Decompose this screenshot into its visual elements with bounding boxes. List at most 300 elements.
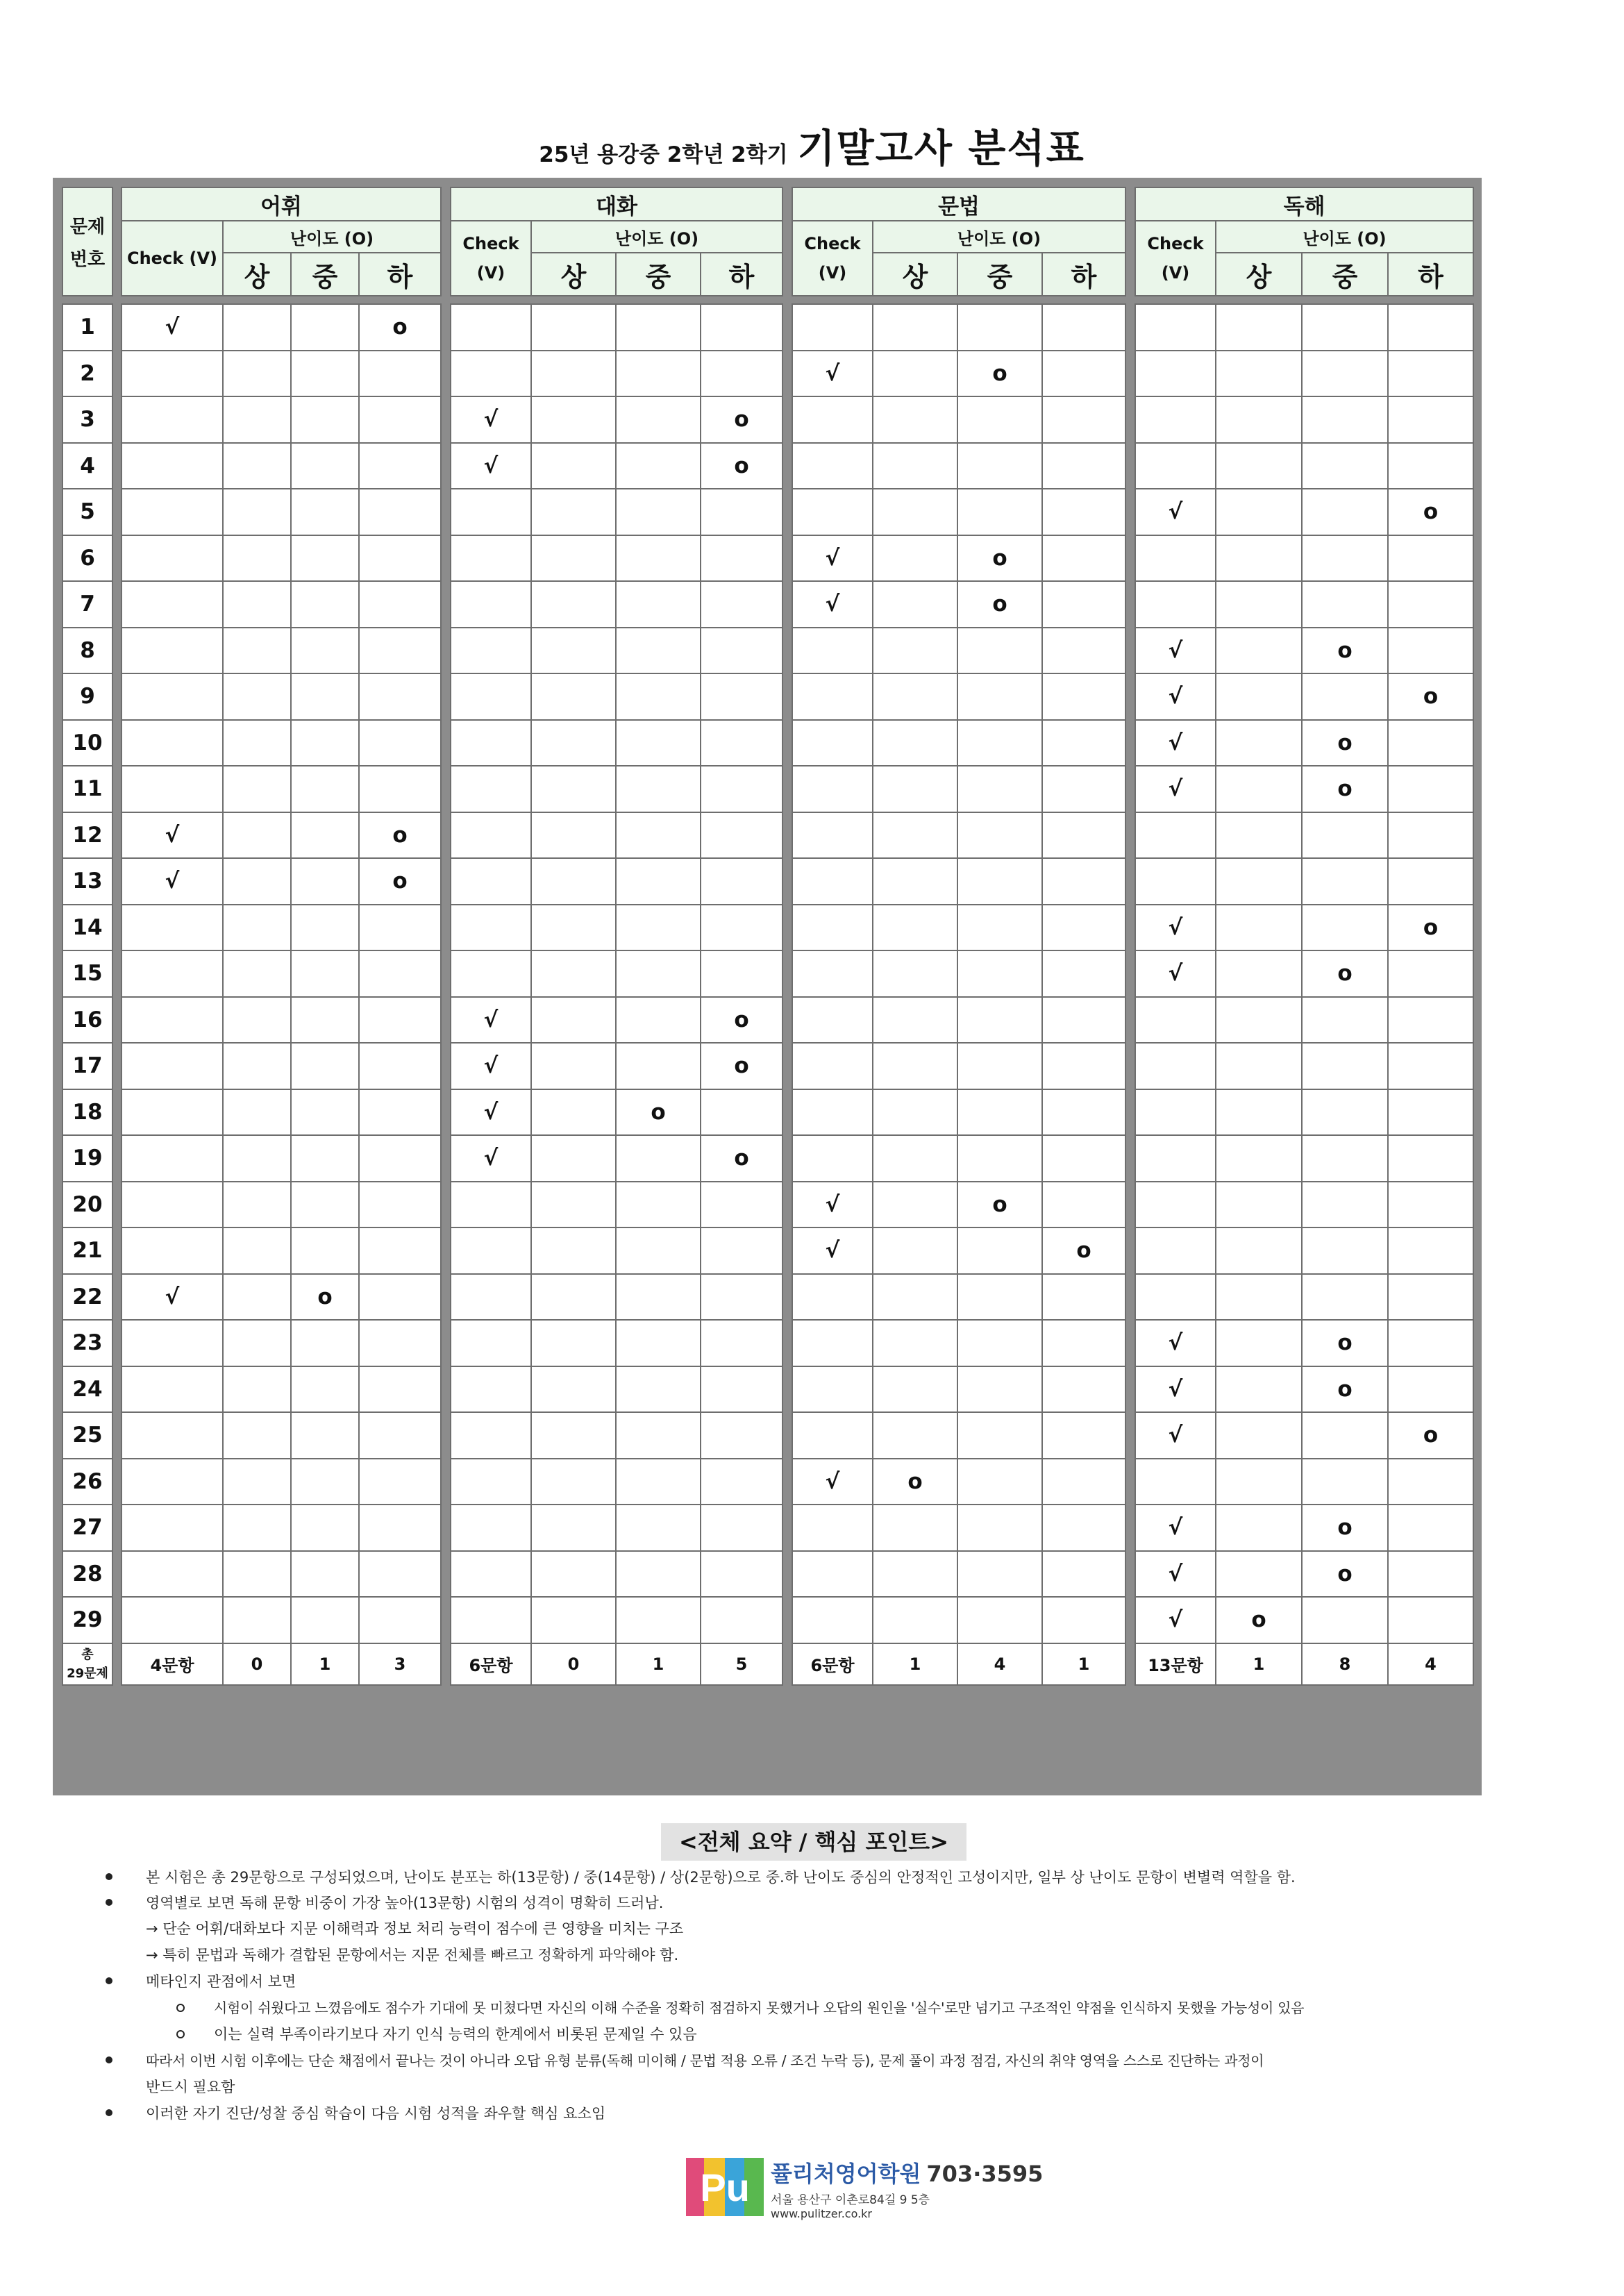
table-row (1135, 1505, 1473, 1551)
difficulty-mark: o (1337, 776, 1353, 802)
difficulty-cell (701, 997, 782, 1044)
difficulty-cell (531, 443, 616, 489)
difficulty-mark: o (734, 453, 749, 478)
check-cell (792, 1459, 873, 1505)
difficulty-cell (957, 1089, 1042, 1136)
table-header (121, 187, 442, 296)
table-row (62, 1320, 112, 1366)
table-row (1135, 720, 1473, 766)
difficulty-mark: o (1337, 1515, 1353, 1541)
table-row (122, 858, 441, 905)
difficulty-cell (1388, 720, 1473, 766)
difficulty-cell (616, 535, 701, 582)
table-row (1135, 1597, 1473, 1643)
difficulty-cell (531, 997, 616, 1044)
table-row (122, 1089, 441, 1136)
difficulty-cell (873, 1505, 957, 1551)
difficulty-cell (1302, 1459, 1388, 1505)
difficulty-cell (531, 1135, 616, 1182)
difficulty-cell (957, 1366, 1042, 1413)
check-cell (792, 1274, 873, 1321)
difficulty-cell (873, 535, 957, 582)
table-row (451, 766, 782, 812)
totals-label-line2: 29문제 (67, 1666, 108, 1681)
question-number: 29 (62, 1597, 112, 1643)
table-row (1135, 1089, 1473, 1136)
question-number: 25 (62, 1412, 112, 1459)
table-body (792, 303, 1126, 1686)
difficulty-cell (873, 628, 957, 674)
difficulty-cell (1302, 1135, 1388, 1182)
difficulty-cell (701, 351, 782, 397)
level-count: 3 (359, 1643, 441, 1685)
difficulty-cell (1302, 1412, 1388, 1459)
check-cell (792, 720, 873, 766)
question-number: 3 (62, 396, 112, 443)
difficulty-cell (291, 489, 359, 535)
difficulty-cell (957, 950, 1042, 997)
difficulty-cell (616, 905, 701, 951)
check-cell (1135, 720, 1216, 766)
difficulty-cell (1388, 905, 1473, 951)
level-count: 4 (957, 1643, 1042, 1685)
difficulty-cell (616, 581, 701, 628)
difficulty-cell (1302, 443, 1388, 489)
difficulty-cell (616, 1182, 701, 1228)
difficulty-cell (1216, 1320, 1302, 1366)
table-row (792, 628, 1125, 674)
table-row (1135, 673, 1473, 720)
check-label-line1: Check (804, 234, 861, 253)
table-row (122, 1366, 441, 1413)
difficulty-cell (359, 1459, 441, 1505)
academy-logo (686, 2158, 764, 2216)
difficulty-mark: o (1251, 1607, 1266, 1633)
difficulty-mark: o (392, 869, 408, 894)
difficulty-cell (1042, 304, 1125, 351)
totals-row (792, 1643, 1125, 1685)
difficulty-cell (1216, 858, 1302, 905)
difficulty-cell (616, 396, 701, 443)
check-cell (122, 812, 223, 859)
difficulty-cell (1216, 489, 1302, 535)
table-row (1135, 1412, 1473, 1459)
level-count: 8 (1302, 1643, 1388, 1685)
level-count: 1 (1216, 1643, 1302, 1685)
difficulty-cell (291, 812, 359, 859)
check-cell (122, 1459, 223, 1505)
difficulty-cell (957, 858, 1042, 905)
table-row (451, 1459, 782, 1505)
summary-line: → 단순 어휘/대화보다 지문 이해력과 정보 처리 능력이 점수에 큰 영향을 미치는 구조 (146, 1920, 684, 1937)
difficulty-cell (873, 950, 957, 997)
check-mark: √ (483, 1099, 499, 1125)
check-cell (1135, 1412, 1216, 1459)
difficulty-cell (701, 905, 782, 951)
table-row (451, 1597, 782, 1643)
difficulty-cell (359, 812, 441, 859)
table-row (792, 1274, 1125, 1321)
difficulty-cell (359, 1182, 441, 1228)
check-cell (122, 766, 223, 812)
difficulty-cell (359, 535, 441, 582)
difficulty-cell (223, 396, 291, 443)
difficulty-cell (223, 304, 291, 351)
table-row (451, 489, 782, 535)
check-cell (122, 1551, 223, 1598)
difficulty-cell (1388, 443, 1473, 489)
check-cell (1135, 950, 1216, 997)
difficulty-cell (1388, 489, 1473, 535)
academy-phone: 703·3595 (926, 2161, 1044, 2187)
difficulty-cell (223, 1227, 291, 1274)
difficulty-cell (957, 1551, 1042, 1598)
difficulty-cell (1042, 997, 1125, 1044)
difficulty-cell (359, 1227, 441, 1274)
table-header (450, 187, 783, 296)
table-row (62, 1135, 112, 1182)
difficulty-mark: o (1423, 684, 1439, 710)
check-cell (1135, 905, 1216, 951)
difficulty-cell (359, 581, 441, 628)
check-mark: √ (483, 1007, 499, 1032)
check-label-line1: Check (V) (126, 249, 218, 268)
check-cell (451, 1227, 531, 1274)
difficulty-cell (291, 1274, 359, 1321)
difficulty-cell (1388, 1320, 1473, 1366)
question-number: 5 (62, 489, 112, 535)
check-cell (122, 858, 223, 905)
difficulty-cell (957, 443, 1042, 489)
check-cell (792, 905, 873, 951)
difficulty-cell (223, 720, 291, 766)
level-count: 0 (223, 1643, 291, 1685)
table-row (792, 858, 1125, 905)
difficulty-cell (1042, 1089, 1125, 1136)
dialogue-section (450, 187, 782, 1684)
difficulty-cell (1388, 1043, 1473, 1089)
check-cell (122, 905, 223, 951)
difficulty-cell (291, 1459, 359, 1505)
difficulty-cell (1042, 581, 1125, 628)
table-row (792, 396, 1125, 443)
table-row (1135, 396, 1473, 443)
check-cell (1135, 443, 1216, 489)
difficulty-cell (1302, 905, 1388, 951)
difficulty-cell (291, 1227, 359, 1274)
difficulty-cell (223, 581, 291, 628)
level-header: 상 (1216, 253, 1302, 296)
check-mark: √ (825, 1191, 840, 1217)
difficulty-mark: o (734, 1146, 749, 1171)
difficulty-cell (531, 1043, 616, 1089)
check-mark: √ (825, 360, 840, 386)
difficulty-cell (531, 1412, 616, 1459)
check-cell (451, 1135, 531, 1182)
check-cell (451, 1366, 531, 1413)
check-cell (451, 858, 531, 905)
check-cell (451, 997, 531, 1044)
difficulty-cell (359, 1366, 441, 1413)
check-cell (451, 1320, 531, 1366)
difficulty-cell (1042, 1597, 1125, 1643)
difficulty-cell (223, 443, 291, 489)
difficulty-mark: o (1337, 637, 1353, 663)
difficulty-cell (957, 1227, 1042, 1274)
difficulty-cell (1216, 1089, 1302, 1136)
table-row (62, 1089, 112, 1136)
difficulty-cell (1388, 396, 1473, 443)
table-row (122, 1274, 441, 1321)
difficulty-cell (616, 1459, 701, 1505)
difficulty-cell (957, 1043, 1042, 1089)
table-row (122, 673, 441, 720)
level-header: 상 (873, 253, 957, 296)
check-cell (451, 535, 531, 582)
table-row (451, 720, 782, 766)
table-row (451, 1135, 782, 1182)
table-row (451, 1043, 782, 1089)
difficulty-cell (223, 628, 291, 674)
difficulty-cell (616, 1551, 701, 1598)
level-header: 하 (1042, 253, 1125, 296)
question-number: 15 (62, 950, 112, 997)
check-mark: √ (1168, 684, 1183, 710)
difficulty-cell (291, 535, 359, 582)
table-row (1135, 1227, 1473, 1274)
difficulty-cell (223, 1551, 291, 1598)
table-row (62, 673, 112, 720)
difficulty-cell (223, 489, 291, 535)
check-mark: √ (825, 592, 840, 617)
level-header: 중 (616, 253, 701, 296)
academy-address: 서울 용산구 이촌로84길 9 5층 (771, 2193, 930, 2207)
table-row (1135, 1551, 1473, 1598)
level-header: 상 (531, 253, 616, 296)
table-row (1135, 581, 1473, 628)
check-cell (451, 1505, 531, 1551)
question-number: 9 (62, 673, 112, 720)
category-count: 13문항 (1135, 1643, 1216, 1685)
table-row (451, 1551, 782, 1598)
difficulty-mark: o (651, 1099, 666, 1125)
difficulty-cell (531, 489, 616, 535)
difficulty-cell (359, 1135, 441, 1182)
difficulty-cell (616, 351, 701, 397)
difficulty-cell (701, 673, 782, 720)
check-cell (792, 1182, 873, 1228)
difficulty-cell (1042, 673, 1125, 720)
grammar-section (792, 187, 1125, 1684)
totals-row (451, 1643, 782, 1685)
difficulty-cell (1388, 351, 1473, 397)
difficulty-cell (957, 489, 1042, 535)
difficulty-mark: o (1423, 1423, 1439, 1448)
difficulty-cell (531, 628, 616, 674)
difficulty-cell (1388, 1089, 1473, 1136)
difficulty-mark: o (1337, 730, 1353, 755)
category-header: 문법 (792, 187, 1125, 221)
check-header (1135, 221, 1216, 296)
difficulty-cell (701, 720, 782, 766)
difficulty-cell (873, 351, 957, 397)
table-row (1135, 1182, 1473, 1228)
difficulty-cell (359, 1089, 441, 1136)
table-row (1135, 351, 1473, 397)
difficulty-cell (873, 443, 957, 489)
difficulty-cell (1042, 1274, 1125, 1321)
difficulty-cell (359, 1551, 441, 1598)
check-mark: √ (1168, 1423, 1183, 1448)
difficulty-cell (616, 304, 701, 351)
check-mark: √ (165, 1284, 180, 1309)
summary-line: → 특히 문법과 독해가 결합된 문항에서는 지문 전체를 빠르고 정확하게 파악해야 함. (146, 1947, 679, 1963)
table-row (792, 1459, 1125, 1505)
difficulty-cell (1216, 351, 1302, 397)
difficulty-mark: o (907, 1468, 923, 1494)
difficulty-cell (291, 304, 359, 351)
question-number: 2 (62, 351, 112, 397)
table-row (1135, 535, 1473, 582)
question-number: 22 (62, 1274, 112, 1321)
difficulty-header: 난이도 (O) (223, 221, 441, 253)
table-row (451, 997, 782, 1044)
table-row (62, 1043, 112, 1089)
summary-line: 이러한 자기 진단/성찰 중심 학습이 다음 시험 성적을 좌우할 핵심 요소임 (146, 2105, 606, 2122)
difficulty-cell (531, 905, 616, 951)
page-title (0, 118, 1624, 174)
check-cell (122, 673, 223, 720)
difficulty-cell (957, 1459, 1042, 1505)
check-cell (451, 1182, 531, 1228)
table-row (792, 1551, 1125, 1598)
difficulty-cell (701, 304, 782, 351)
difficulty-cell (291, 1505, 359, 1551)
sub-bullet-icon (176, 2030, 185, 2038)
difficulty-mark: o (992, 360, 1007, 386)
difficulty-cell (291, 1551, 359, 1598)
difficulty-cell (359, 950, 441, 997)
table-row (1135, 1274, 1473, 1321)
difficulty-cell (616, 720, 701, 766)
check-cell (451, 1551, 531, 1598)
question-number-column (62, 187, 112, 1684)
difficulty-cell (531, 1459, 616, 1505)
check-cell (451, 351, 531, 397)
table-row (792, 905, 1125, 951)
difficulty-cell (1388, 304, 1473, 351)
header-label-line2: 번호 (69, 249, 106, 270)
check-cell (1135, 766, 1216, 812)
difficulty-cell (957, 351, 1042, 397)
difficulty-cell (1216, 950, 1302, 997)
check-cell (122, 443, 223, 489)
difficulty-cell (223, 1366, 291, 1413)
difficulty-cell (531, 1320, 616, 1366)
check-cell (792, 1597, 873, 1643)
check-cell (792, 950, 873, 997)
table-row (1135, 1320, 1473, 1366)
difficulty-mark: o (1337, 961, 1353, 987)
table-row (1135, 950, 1473, 997)
difficulty-cell (1216, 766, 1302, 812)
difficulty-cell (701, 1366, 782, 1413)
difficulty-cell (531, 858, 616, 905)
totals-label-line1: 총 (81, 1647, 94, 1662)
table-row (451, 1274, 782, 1321)
table-row (451, 351, 782, 397)
question-number: 18 (62, 1089, 112, 1136)
bullet-icon (106, 1899, 112, 1906)
difficulty-cell (1216, 1182, 1302, 1228)
table-row (62, 950, 112, 997)
check-mark: √ (1168, 637, 1183, 663)
difficulty-cell (1302, 1274, 1388, 1321)
difficulty-cell (291, 1043, 359, 1089)
difficulty-cell (531, 1089, 616, 1136)
difficulty-cell (359, 766, 441, 812)
difficulty-cell (291, 997, 359, 1044)
difficulty-cell (291, 1089, 359, 1136)
difficulty-cell (223, 1089, 291, 1136)
difficulty-cell (873, 304, 957, 351)
table-row (1135, 858, 1473, 905)
table-row (122, 1459, 441, 1505)
difficulty-cell (291, 766, 359, 812)
difficulty-cell (531, 673, 616, 720)
difficulty-cell (1388, 628, 1473, 674)
level-count: 1 (873, 1643, 957, 1685)
difficulty-cell (616, 489, 701, 535)
table-body (121, 303, 442, 1686)
question-number: 23 (62, 1320, 112, 1366)
difficulty-cell (1042, 1366, 1125, 1413)
difficulty-cell (1302, 581, 1388, 628)
difficulty-cell (223, 351, 291, 397)
difficulty-cell (291, 396, 359, 443)
difficulty-cell (957, 1320, 1042, 1366)
question-number: 1 (62, 304, 112, 351)
difficulty-cell (291, 1597, 359, 1643)
check-cell (451, 628, 531, 674)
difficulty-cell (359, 443, 441, 489)
difficulty-cell (1302, 1227, 1388, 1274)
difficulty-cell (359, 1043, 441, 1089)
check-cell (792, 997, 873, 1044)
difficulty-cell (531, 304, 616, 351)
difficulty-cell (1302, 396, 1388, 443)
difficulty-cell (616, 766, 701, 812)
difficulty-mark: o (734, 407, 749, 433)
difficulty-cell (957, 581, 1042, 628)
difficulty-cell (1216, 581, 1302, 628)
difficulty-cell (1042, 950, 1125, 997)
table-row (62, 1366, 112, 1413)
table-row (122, 535, 441, 582)
table-header (1135, 187, 1474, 296)
difficulty-cell (873, 1459, 957, 1505)
table-row (451, 950, 782, 997)
table-body (1135, 303, 1474, 1686)
difficulty-cell (957, 1412, 1042, 1459)
difficulty-cell (1042, 628, 1125, 674)
check-cell (792, 628, 873, 674)
difficulty-cell (359, 905, 441, 951)
table-row (451, 1412, 782, 1459)
check-cell (792, 1227, 873, 1274)
difficulty-cell (873, 1227, 957, 1274)
difficulty-cell (1302, 673, 1388, 720)
